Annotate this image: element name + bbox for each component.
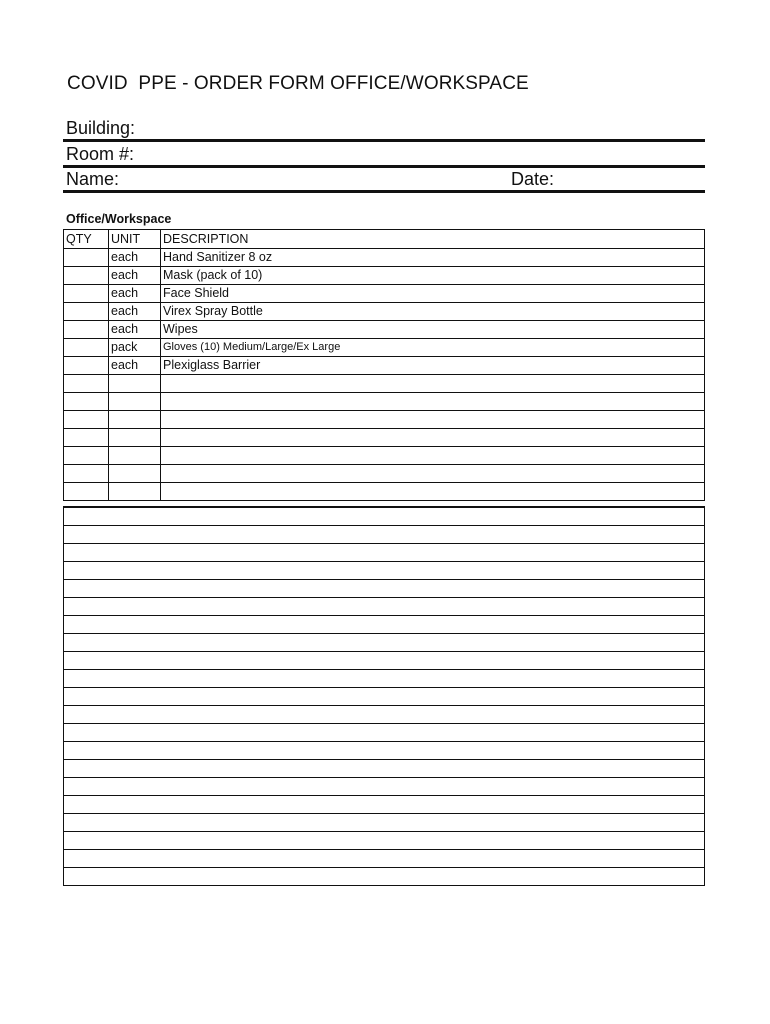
description-cell: Hand Sanitizer 8 oz xyxy=(161,249,705,267)
qty-cell[interactable] xyxy=(64,429,109,447)
description-cell xyxy=(161,429,705,447)
unit-cell xyxy=(109,447,161,465)
table-row xyxy=(64,483,705,501)
ruled-line[interactable] xyxy=(64,850,704,868)
description-cell xyxy=(161,393,705,411)
table-row xyxy=(64,267,705,285)
unit-cell: each xyxy=(109,249,161,267)
ruled-line[interactable] xyxy=(64,580,704,598)
room-label: Room #: xyxy=(66,144,135,164)
unit-cell: each xyxy=(109,285,161,303)
qty-cell[interactable] xyxy=(64,411,109,429)
name-date-field[interactable] xyxy=(63,169,705,193)
qty-cell[interactable] xyxy=(64,375,109,393)
notes-lines-area[interactable] xyxy=(63,506,705,886)
ruled-line[interactable] xyxy=(64,724,704,742)
ruled-line[interactable] xyxy=(64,796,704,814)
unit-cell: each xyxy=(109,303,161,321)
items-table xyxy=(63,229,705,501)
unit-cell xyxy=(109,393,161,411)
ruled-line[interactable] xyxy=(64,742,704,760)
description-cell: Virex Spray Bottle xyxy=(161,303,705,321)
unit-cell xyxy=(109,483,161,501)
qty-cell[interactable] xyxy=(64,339,109,357)
qty-cell[interactable] xyxy=(64,249,109,267)
ruled-line[interactable] xyxy=(64,526,704,544)
building-field[interactable] xyxy=(63,118,705,142)
ruled-line[interactable] xyxy=(64,634,704,652)
ruled-line[interactable] xyxy=(64,832,704,850)
table-header-row xyxy=(64,230,705,249)
ruled-line[interactable] xyxy=(64,616,704,634)
description-cell xyxy=(161,483,705,501)
qty-cell[interactable] xyxy=(64,393,109,411)
description-cell xyxy=(161,447,705,465)
room-field[interactable] xyxy=(63,144,705,168)
description-cell: Wipes xyxy=(161,321,705,339)
qty-cell[interactable] xyxy=(64,285,109,303)
name-label: Name: xyxy=(66,169,120,189)
table-row xyxy=(64,303,705,321)
ruled-line[interactable] xyxy=(64,688,704,706)
description-cell: Face Shield xyxy=(161,285,705,303)
date-label: Date: xyxy=(511,169,555,189)
ruled-line[interactable] xyxy=(64,670,704,688)
description-cell xyxy=(161,465,705,483)
ruled-line[interactable] xyxy=(64,562,704,580)
table-row xyxy=(64,393,705,411)
form-title: COVID PPE - ORDER FORM OFFICE/WORKSPACE xyxy=(67,73,529,94)
table-row xyxy=(64,339,705,357)
table-row xyxy=(64,357,705,375)
ruled-line[interactable] xyxy=(64,778,704,796)
qty-cell[interactable] xyxy=(64,447,109,465)
qty-cell[interactable] xyxy=(64,357,109,375)
unit-cell: each xyxy=(109,357,161,375)
table-row xyxy=(64,321,705,339)
qty-cell[interactable] xyxy=(64,465,109,483)
ruled-line[interactable] xyxy=(64,760,704,778)
ruled-line[interactable] xyxy=(64,598,704,616)
unit-cell: each xyxy=(109,267,161,285)
qty-cell[interactable] xyxy=(64,483,109,501)
section-title: Office/Workspace xyxy=(66,212,172,226)
description-cell xyxy=(161,375,705,393)
table-row xyxy=(64,285,705,303)
ruled-line[interactable] xyxy=(64,652,704,670)
unit-header: UNIT xyxy=(109,230,161,249)
table-row xyxy=(64,375,705,393)
ruled-line[interactable] xyxy=(64,544,704,562)
table-row xyxy=(64,447,705,465)
table-row xyxy=(64,411,705,429)
description-cell: Mask (pack of 10) xyxy=(161,267,705,285)
ruled-line[interactable] xyxy=(64,706,704,724)
unit-cell xyxy=(109,375,161,393)
table-row xyxy=(64,465,705,483)
ruled-line[interactable] xyxy=(64,868,704,885)
ruled-line[interactable] xyxy=(64,508,704,526)
description-cell: Gloves (10) Medium/Large/Ex Large xyxy=(161,339,705,357)
unit-cell xyxy=(109,411,161,429)
description-header: DESCRIPTION xyxy=(161,230,705,249)
table-row xyxy=(64,429,705,447)
table-row xyxy=(64,249,705,267)
unit-cell xyxy=(109,465,161,483)
qty-cell[interactable] xyxy=(64,303,109,321)
unit-cell xyxy=(109,429,161,447)
unit-cell: each xyxy=(109,321,161,339)
description-cell xyxy=(161,411,705,429)
unit-cell: pack xyxy=(109,339,161,357)
description-cell: Plexiglass Barrier xyxy=(161,357,705,375)
qty-cell[interactable] xyxy=(64,321,109,339)
qty-header: QTY xyxy=(64,230,109,249)
ruled-line[interactable] xyxy=(64,814,704,832)
building-label: Building: xyxy=(66,118,136,138)
qty-cell[interactable] xyxy=(64,267,109,285)
